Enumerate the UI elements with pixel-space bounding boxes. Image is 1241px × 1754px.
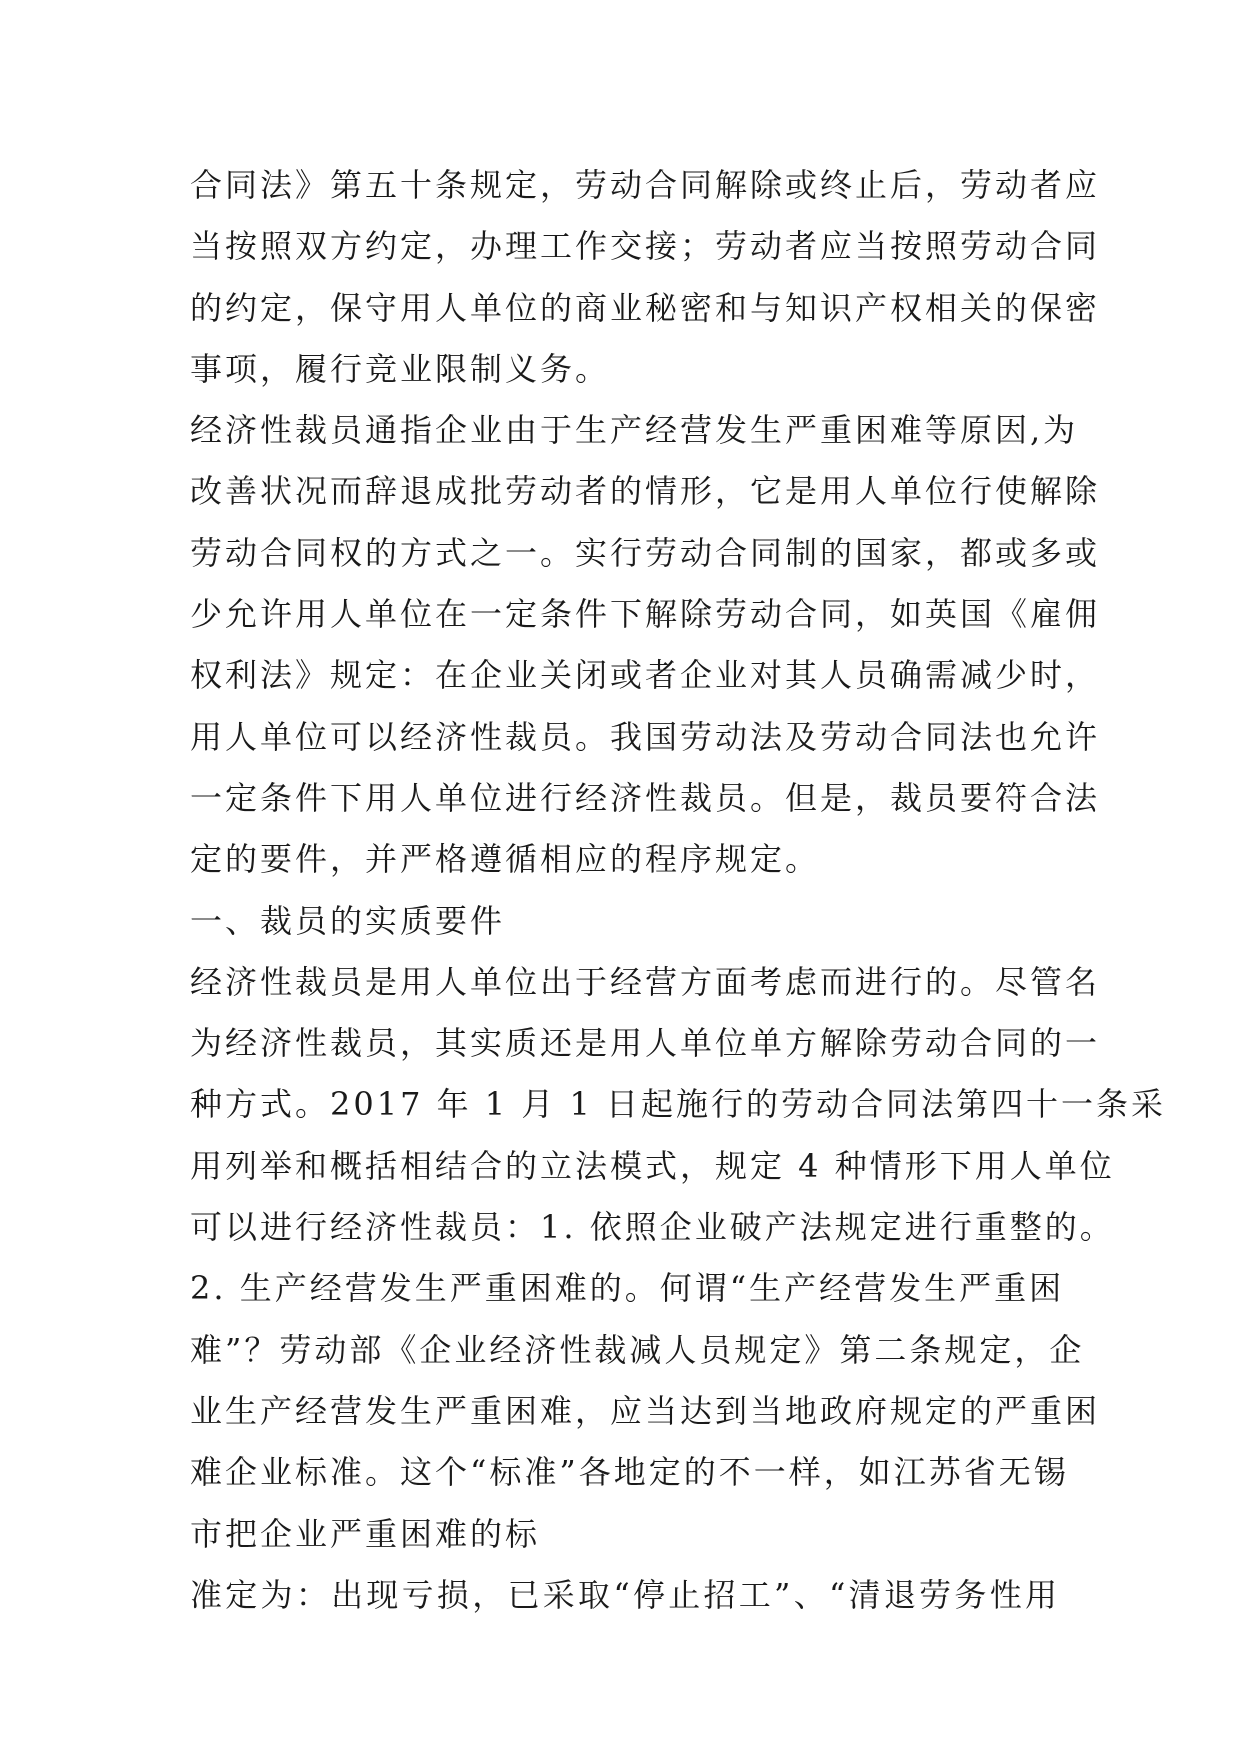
text-line: 当按照双方约定，办理工作交接；劳动者应当按照劳动合同 xyxy=(190,227,1101,266)
text-line: 市把企业严重困难的标 xyxy=(190,1514,541,1553)
text-line: 经济性裁员通指企业由于生产经营发生严重困难等原因,为 xyxy=(190,411,1079,450)
text-line: 改善状况而辞退成批劳动者的情形，它是用人单位行使解除 xyxy=(190,472,1101,511)
text-line: 劳动合同权的方式之一。实行劳动合同制的国家，都或多或 xyxy=(190,533,1101,572)
text-line: 2. 生产经营发生严重困难的。何谓“生产经营发生严重困 xyxy=(190,1269,1065,1308)
text-line: 种方式。2017 年 1 月 1 日起施行的劳动合同法第四十一条采 xyxy=(190,1085,1167,1124)
text-line: 合同法》第五十条规定，劳动合同解除或终止后，劳动者应 xyxy=(190,166,1101,204)
text-line: 一、裁员的实质要件 xyxy=(190,901,506,940)
text-line: 准定为：出现亏损，已采取“停止招工”、“清退劳务性用 xyxy=(190,1575,1060,1614)
text-line: 用人单位可以经济性裁员。我国劳动法及劳动合同法也允许 xyxy=(190,717,1101,756)
text-line: 可以进行经济性裁员：1. 依照企业破产法规定进行重整的。 xyxy=(190,1208,1115,1247)
text-line: 事项，履行竞业限制义务。 xyxy=(190,349,611,388)
text-line: 少允许用人单位在一定条件下解除劳动合同，如英国《雇佣 xyxy=(190,595,1101,634)
text-line: 经济性裁员是用人单位出于经营方面考虑而进行的。尽管名 xyxy=(190,962,1101,1001)
text-line: 权利法》规定：在企业关闭或者企业对其人员确需减少时， xyxy=(190,656,1101,695)
text-line: 一定条件下用人单位进行经济性裁员。但是，裁员要符合法 xyxy=(190,778,1101,817)
text-line: 定的要件，并严格遵循相应的程序规定。 xyxy=(190,840,821,879)
body-text xyxy=(190,155,1167,1626)
text-line: 为经济性裁员，其实质还是用人单位单方解除劳动合同的一 xyxy=(190,1024,1101,1063)
text-line: 业生产经营发生严重困难，应当达到当地政府规定的严重困 xyxy=(190,1391,1101,1430)
text-line: 用列举和概括相结合的立法模式，规定 4 种情形下用人单位 xyxy=(190,1146,1115,1185)
text-line: 难企业标准。这个“标准”各地定的不一样，如江苏省无锡 xyxy=(190,1453,1069,1492)
text-line: 难”？劳动部《企业经济性裁减人员规定》第二条规定，企 xyxy=(190,1330,1085,1369)
text-line: 的约定，保守用人单位的商业秘密和与知识产权相关的保密 xyxy=(190,288,1101,327)
